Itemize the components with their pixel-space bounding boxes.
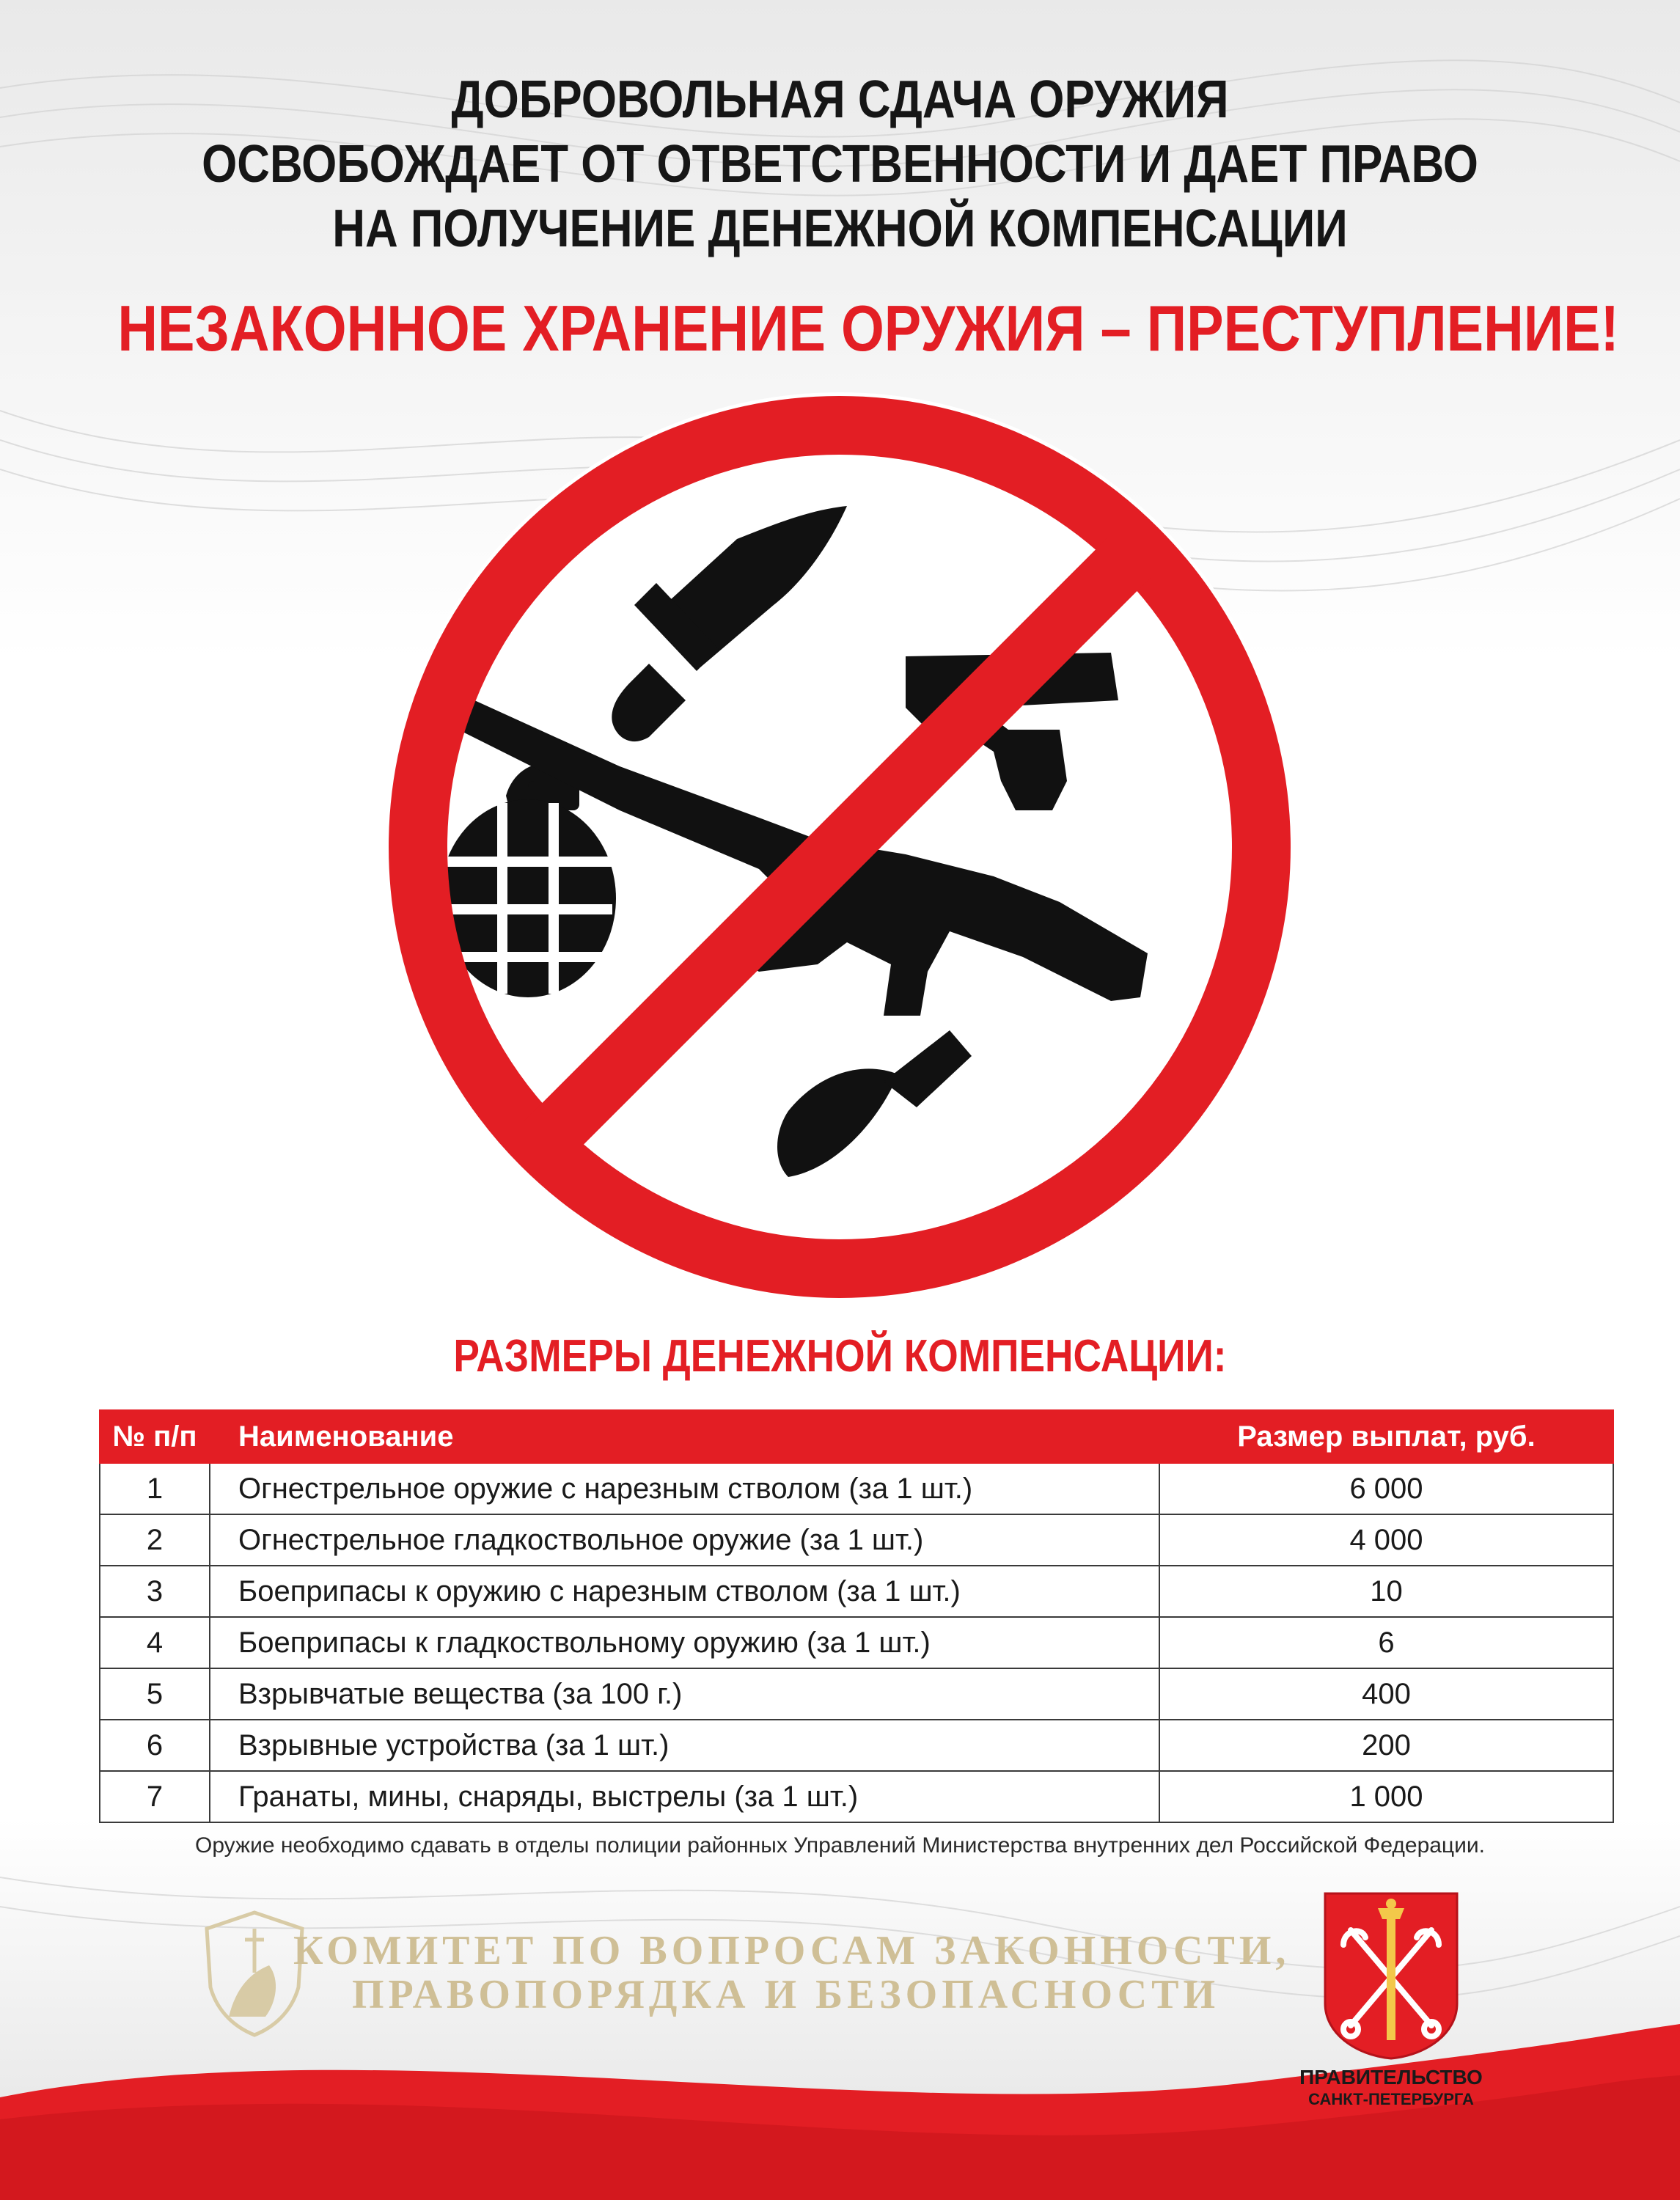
- committee-line-1: КОМИТЕТ ПО ВОПРОСАМ ЗАКОННОСТИ,: [293, 1928, 1291, 1973]
- committee-line-2: ПРАВОПОРЯДКА И БЕЗОПАСНОСТИ: [352, 1972, 1220, 2017]
- table-header-row: [100, 1410, 1613, 1463]
- row-number: 2: [100, 1514, 210, 1566]
- row-amount: 4 000: [1159, 1514, 1613, 1566]
- row-name: Огнестрельное оружие с нарезным стволом (за 1 шт.): [210, 1463, 1159, 1514]
- headline-line-2: ОСВОБОЖДАЕТ ОТ ОТВЕТСТВЕННОСТИ И ДАЕТ ПРАВО: [202, 135, 1478, 194]
- table-row: [100, 1463, 1613, 1514]
- column-header-number: № п/п: [100, 1410, 210, 1463]
- compensation-title: РАЗМЕРЫ ДЕНЕЖНОЙ КОМПЕНСАЦИИ:: [453, 1331, 1227, 1382]
- table-row: [100, 1720, 1613, 1771]
- table-row: [100, 1566, 1613, 1617]
- government-line-1: ПРАВИТЕЛЬСТВО: [1299, 2066, 1483, 2089]
- row-name: Взрывчатые вещества (за 100 г.): [210, 1668, 1159, 1720]
- column-header-name: Наименование: [210, 1410, 1159, 1463]
- row-name: Гранаты, мины, снаряды, выстрелы (за 1 шт.): [210, 1771, 1159, 1822]
- compensation-table: [99, 1409, 1614, 1823]
- table-row: [100, 1617, 1613, 1668]
- prohibition-sign-icon: [378, 385, 1302, 1309]
- table-row: [100, 1668, 1613, 1720]
- row-name: Боеприпасы к гладкоствольному оружию (за 1 шт.): [210, 1617, 1159, 1668]
- row-number: 4: [100, 1617, 210, 1668]
- table-row: [100, 1771, 1613, 1822]
- row-amount: 400: [1159, 1668, 1613, 1720]
- row-number: 5: [100, 1668, 210, 1720]
- headline-line-3: НА ПОЛУЧЕНИЕ ДЕНЕЖНОЙ КОМПЕНСАЦИИ: [332, 199, 1348, 258]
- row-name: Боеприпасы к оружию с нарезным стволом (за 1 шт.): [210, 1566, 1159, 1617]
- row-amount: 200: [1159, 1720, 1613, 1771]
- alert-title: НЕЗАКОННОЕ ХРАНЕНИЕ ОРУЖИЯ – ПРЕСТУПЛЕНИЕ!: [117, 292, 1619, 364]
- row-amount: 10: [1159, 1566, 1613, 1617]
- committee-name: [293, 1929, 1320, 2017]
- row-number: 7: [100, 1771, 210, 1822]
- row-amount: 1 000: [1159, 1771, 1613, 1822]
- row-name: Огнестрельное гладкоствольное оружие (за 1 шт.): [210, 1514, 1159, 1566]
- government-line-2: САНКТ-ПЕТЕРБУРГА: [1308, 2090, 1474, 2108]
- row-number: 6: [100, 1720, 210, 1771]
- column-header-amount: Размер выплат, руб.: [1159, 1410, 1613, 1463]
- footnote: Оружие необходимо сдавать в отделы полиции районных Управлений Министерства внутренних дел Российской Федерации.: [195, 1833, 1485, 1858]
- table-row: [100, 1514, 1613, 1566]
- row-number: 3: [100, 1566, 210, 1617]
- row-amount: 6: [1159, 1617, 1613, 1668]
- government-name: [1281, 2067, 1501, 2111]
- headline-line-1: ДОБРОВОЛЬНАЯ СДАЧА ОРУЖИЯ: [451, 70, 1229, 129]
- row-number: 1: [100, 1463, 210, 1514]
- coat-of-arms-icon: [1318, 1886, 1464, 2062]
- row-name: Взрывные устройства (за 1 шт.): [210, 1720, 1159, 1771]
- row-amount: 6 000: [1159, 1463, 1613, 1514]
